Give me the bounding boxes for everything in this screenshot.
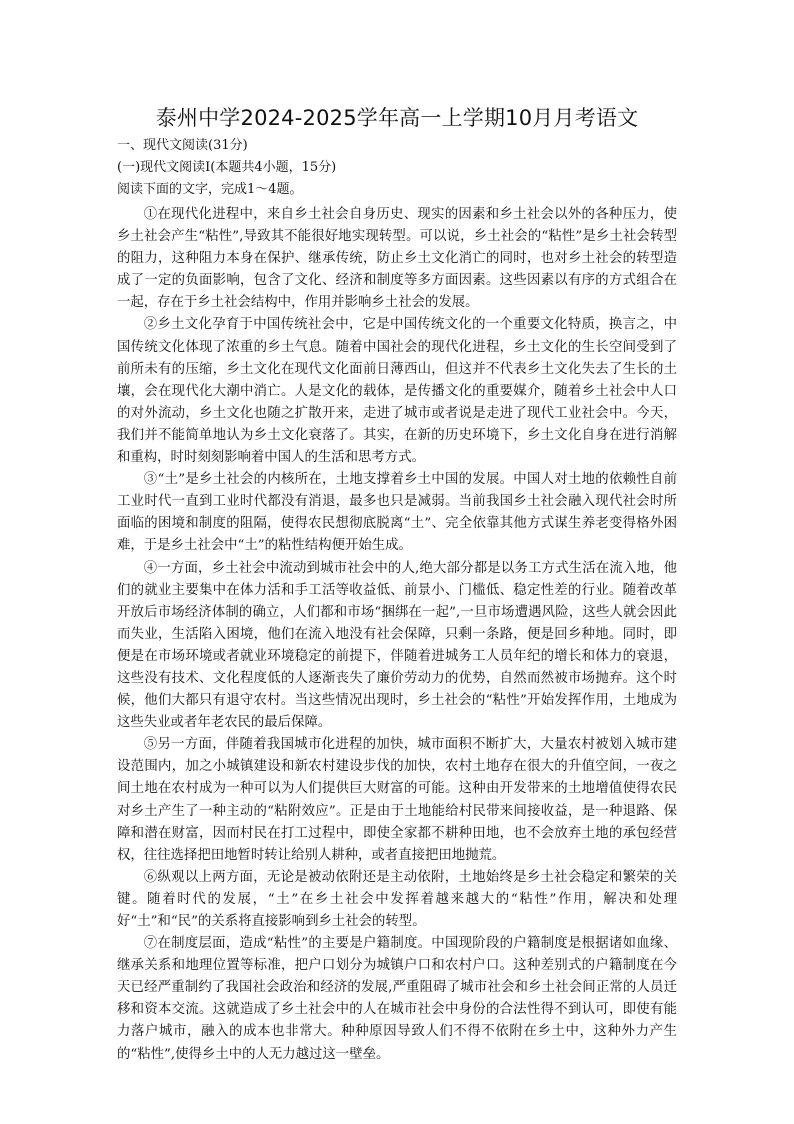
section-heading: 一、现代文阅读(31分) — [117, 138, 248, 153]
document-title: 泰州中学2024-2025学年高一上学期10月月考语文 — [155, 106, 639, 130]
paragraph-3: ③“土”是乡土社会的内核所在，土地支撑着乡土中国的发展。中国人对土地的依赖性自前工业时代一直到工业时代都没有消退，最多也只是减弱。当前我国乡土社会融入现代社会时所面临的困境和制度的阻隔，使得农民想彻底脱离“土”、完全依靠其他方式谋生养老变得格外困难，于是乡土社会中“土”的粘性结构便开始生成。 — [117, 472, 677, 554]
paragraph-6: ⑥纵观以上两方面，无论是被动依附还是主动依附，土地始终是乡土社会稳定和繁荣的关键。随着时代的发展，“土”在乡土社会中发挥着越来越大的“粘性”作用，解决和处理好“土”和“民”的关系将直接影响到乡土社会的转型。 — [117, 869, 677, 929]
paragraph-2: ②乡土文化孕育于中国传统社会中，它是中国传统文化的一个重要文化特质，换言之，中国传统文化体现了浓重的乡土气息。随着中国社会的现代化进程，乡土文化的生长空间受到了前所未有的压缩，乡土文化在现代文化面前日薄西山，但这并不代表乡土文化失去了生长的土壤，会在现代化大潮中消亡。人是文化的载体，是传播文化的重要媒介，随着乡土社会中人口的对外流动，乡土文化也随之扩散开来，走进了城市或者说是走进了现代工业社会中。今天，我们并不能简单地认为乡土文化衰落了。其实，在新的历史环境下，乡土文化自身在进行消解和重构，时时刻刻影响着中国人的生活和思考方式。 — [117, 317, 677, 466]
reading-instruction: 阅读下面的文字，完成1～4题。 — [117, 182, 303, 197]
subsection-heading: (一)现代文阅读Ⅰ(本题共4小题，15分) — [117, 160, 337, 175]
paragraph-4: ④一方面，乡土社会中流动到城市社会中的人,绝大部分都是以务工方式生活在流入地，他们的就业主要集中在体力活和手工活等收益低、前景小、门槛低、稳定性差的行业。随着改革开放后市场经济体制的确立，人们都和市场“捆绑在一起”,一旦市场遭遇风险，这些人就会因此而失业，生活陷入困境，他们在流入地没有社会保障，只剩一条路，便是回乡种地。同时，即便是在市场环境或者就业环境稳定的前提下，伴随着进城务工人员年纪的增长和体力的衰退，这些没有技术、文化程度低的人逐渐丧失了廉价劳动力的优势，自然而然被市场抛弃。这个时候，他们大都只有退守农村。当这些情况出现时，乡土社会的“粘性”开始发挥作用，土地成为这些失业或者年老农民的最后保障。 — [117, 560, 677, 731]
paragraph-5: ⑤另一方面，伴随着我国城市化进程的加快，城市面积不断扩大，大量农村被划入城市建设范围内，加之小城镇建设和新农村建设步伐的加快，农村土地存在很大的升值空间，一夜之间土地在农村成为一种可以为人们提供巨大财富的可能。这种由开发带来的土地增值使得农民对乡土产生了一种主动的“粘附效应”。正是由于土地能给村民带来间接收益，是一种退路、保障和潜在财富，因而村民在打工过程中，即使全家都不耕种田地，也不会放弃土地的承包经营权，往往选择把田地暂时转让给别人耕种，或者直接把田地抛荒。 — [117, 737, 677, 863]
paragraph-7: ⑦在制度层面，造成“粘性”的主要是户籍制度。中国现阶段的户籍制度是根据诸如血缘、继承关系和地理位置等标准，把户口划分为城镇户口和农村户口。这种差别式的户籍制度在今天已经严重制约了我国社会政治和经济的发展,严重阻碍了城市社会和乡土社会间正常的人员迁移和资本交流。这就造成了乡土社会中的人在城市社会中身份的合法性得不到认可，即使有能力落户城市，融入的成本也非常大。种种原因导致人们不得不依附在乡土中，这种外力产生的“粘性”,使得乡土中的人无力越过这一壁垒。 — [117, 936, 677, 1062]
article-body — [117, 204, 677, 1066]
paragraph-1: ①在现代化进程中，来自乡土社会自身历史、现实的因素和乡土社会以外的各种压力，使乡土社会产生“粘性”,导致其不能很好地实现转型。可以说，乡土社会的“粘性”是乡土社会转型的阻力，这种阻力本身在保护、继承传统，防止乡土文化消亡的同时，也对乡土社会的转型造成了一定的负面影响，包含了文化、经济和制度等多方面因素。这些因素以有序的方式组合在一起，存在于乡土社会结构中，作用并影响乡土社会的发展。 — [117, 207, 677, 311]
